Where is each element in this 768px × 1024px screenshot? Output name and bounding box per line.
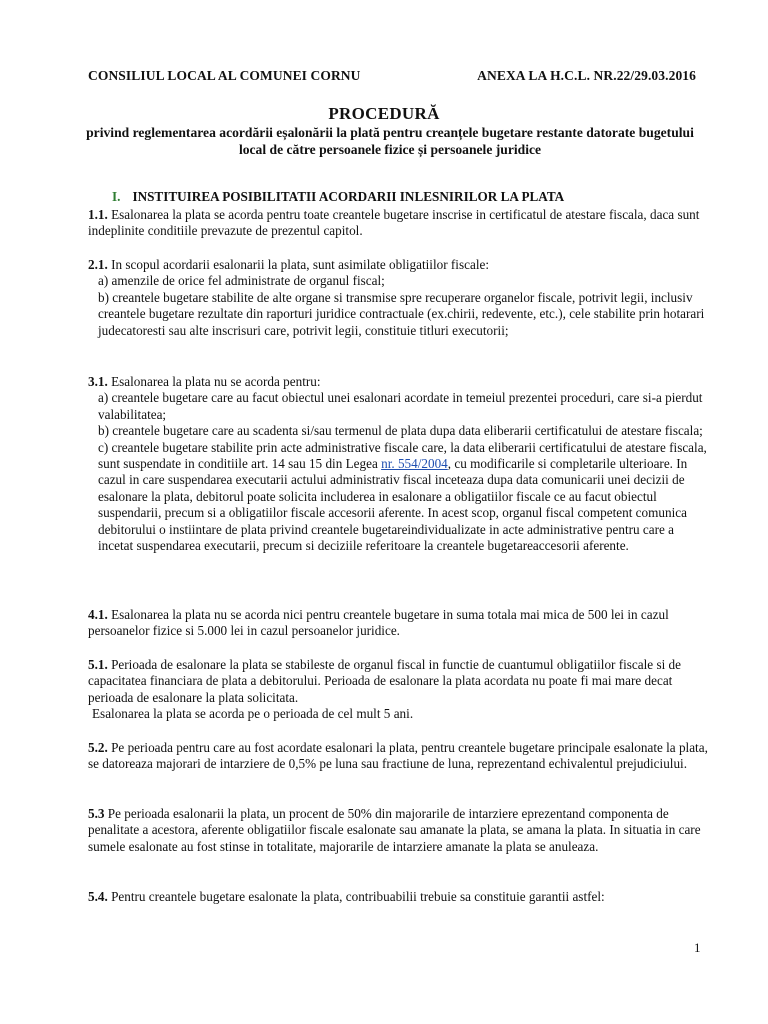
list-item-c (88, 440, 708, 555)
paragraph-line: Esalonarea la plata se acorda pe o perioada de cel mult 5 ani. (92, 706, 414, 722)
list-item-a: a) amenzile de orice fel administrate de organul fiscal; (98, 273, 385, 289)
paragraph-label: 2.1. (88, 257, 108, 272)
paragraph-text: Esalonarea la plata se acorda pentru toate creantele bugetare inscrise in certificatul de atestare fiscala, daca sunt indeplinite conditiile prevazute de prezentul capitol. (88, 207, 700, 239)
paragraph-label: 5.1. (88, 657, 108, 672)
paragraph-text: In scopul acordarii esalonarii la plata, sunt asimilate obligatiilor fiscale: (107, 257, 489, 272)
list-item-b: b) creantele bugetare care au scadenta si/sau termenul de plata dupa data eliberarii certificatului de atestare fiscala; (98, 423, 703, 439)
section-number: I. (112, 189, 121, 204)
section-heading (112, 189, 564, 205)
document-subtitle: privind reglementarea acordării eșalonării la plată pentru creanțele bugetare restante datorate bugetului local de către persoanele fizice și persoanele juridice (86, 125, 694, 157)
section-title: INSTITUIREA POSIBILITATII ACORDARII INLESNIRILOR LA PLATA (132, 189, 565, 204)
paragraph-text: Pe perioada pentru care au fost acordate esalonari la plata, pentru creantele bugetare principale esalonate la plata, se datoreaza majorari de intarziere de 0,5% pe luna sau fractiune de luna, reprezentand echivalentul prejudiciului. (88, 740, 708, 772)
paragraph-label: 5.3 (88, 806, 105, 821)
paragraph-text: Pentru creantele bugetare esalonate la plata, contribuabilii trebuie sa constituie garantii astfel: (107, 889, 605, 904)
paragraph-label: 5.2. (88, 740, 108, 755)
list-item-b: b) creantele bugetare stabilite de alte organe si transmise spre recuperare organelor fiscale, potrivit legii, inclusiv creantele bugetare rezultate din raporturi juridice contractuale (ex.chirii, redevente, etc.), cele stabilite prin hotarari judecatoresti sau alte inscrisuri care, potrivit legii, constituie titluri executorii; (98, 289, 705, 338)
paragraph-5-4 (88, 889, 708, 905)
list-item-a: a) creantele bugetare care au facut obiectul unei esalonari acordate in temeiul prezentei proceduri, care si-a pierdut valabilitatea; (98, 390, 703, 422)
paragraph-2-1 (88, 257, 708, 339)
list-item-c-text: c) creantele bugetare stabilite prin acte administrative fiscale care, la data eliberarii certificatului de atestare fiscala, sunt suspendate in conditiile art. 14 sau 15 din Legea (98, 439, 707, 472)
law-link[interactable]: nr. 554/2004 (381, 456, 448, 472)
paragraph-4-1 (88, 607, 708, 640)
document-title: PROCEDURĂ (328, 104, 440, 123)
paragraph-text: Esalonarea la plata nu se acorda pentru: (107, 374, 321, 389)
header-council: CONSILIUL LOCAL AL COMUNEI CORNU (88, 68, 361, 83)
header-annex: ANEXA LA H.C.L. NR.22/29.03.2016 (477, 68, 696, 83)
page-number: 1 (694, 940, 701, 955)
paragraph-1-1 (88, 207, 708, 240)
paragraph-3-1 (88, 374, 708, 554)
paragraph-5-1 (88, 657, 708, 723)
paragraph-label: 5.4. (88, 889, 108, 904)
paragraph-text: Esalonarea la plata nu se acorda nici pentru creantele bugetare in suma totala mai mica de 500 lei in cazul persoanelor fizice si 5.000 lei in cazul persoanelor juridice. (88, 607, 669, 639)
paragraph-text: Perioada de esalonare la plata se stabileste de organul fiscal in functie de cuantumul obligatiilor fiscale si de capacitatea financiara de plata a debitorului. Perioada de esalonare la plata acordata nu poate fi mai mare decat perioada de esalonare la plata solicitata. (88, 657, 681, 705)
paragraph-label: 1.1. (88, 207, 108, 222)
paragraph-label: 4.1. (88, 607, 108, 622)
paragraph-label: 3.1. (88, 374, 108, 389)
paragraph-5-2 (88, 740, 708, 773)
list-item-c-text-cont: , cu modificarile si completarile ulterioare. In cazul in care suspendarea executarii actului administrativ fiscal inceteaza dupa data comunicarii unei decizii de esalonare la plata, debitorul poate solicita includerea in esalonare a obligatiilor fiscale ce au facut obiectul suspendarii, precum si a obligatiilor fiscale accesorii aferente. In acest scop, organul fiscal competent comunica debitorului o instiintare de plata privind creantele bugetareindividualizate in acte administrative pentru care a incetat suspendarea executarii, precum si deciziile referitoare la creantele bugetareaccesorii aferente. (98, 456, 688, 554)
paragraph-text: Pe perioada esalonarii la plata, un procent de 50% din majorarile de intarziere eprezentand componenta de penalitate a acestora, aferente obligatiilor fiscale esalonate sau amanate la plata, se amana la plata. In situatia in care sumele esalonate au fost stinse in totalitate, majorarile de intarziere amanate la plata se anuleaza. (88, 806, 701, 854)
paragraph-5-3 (88, 806, 708, 855)
